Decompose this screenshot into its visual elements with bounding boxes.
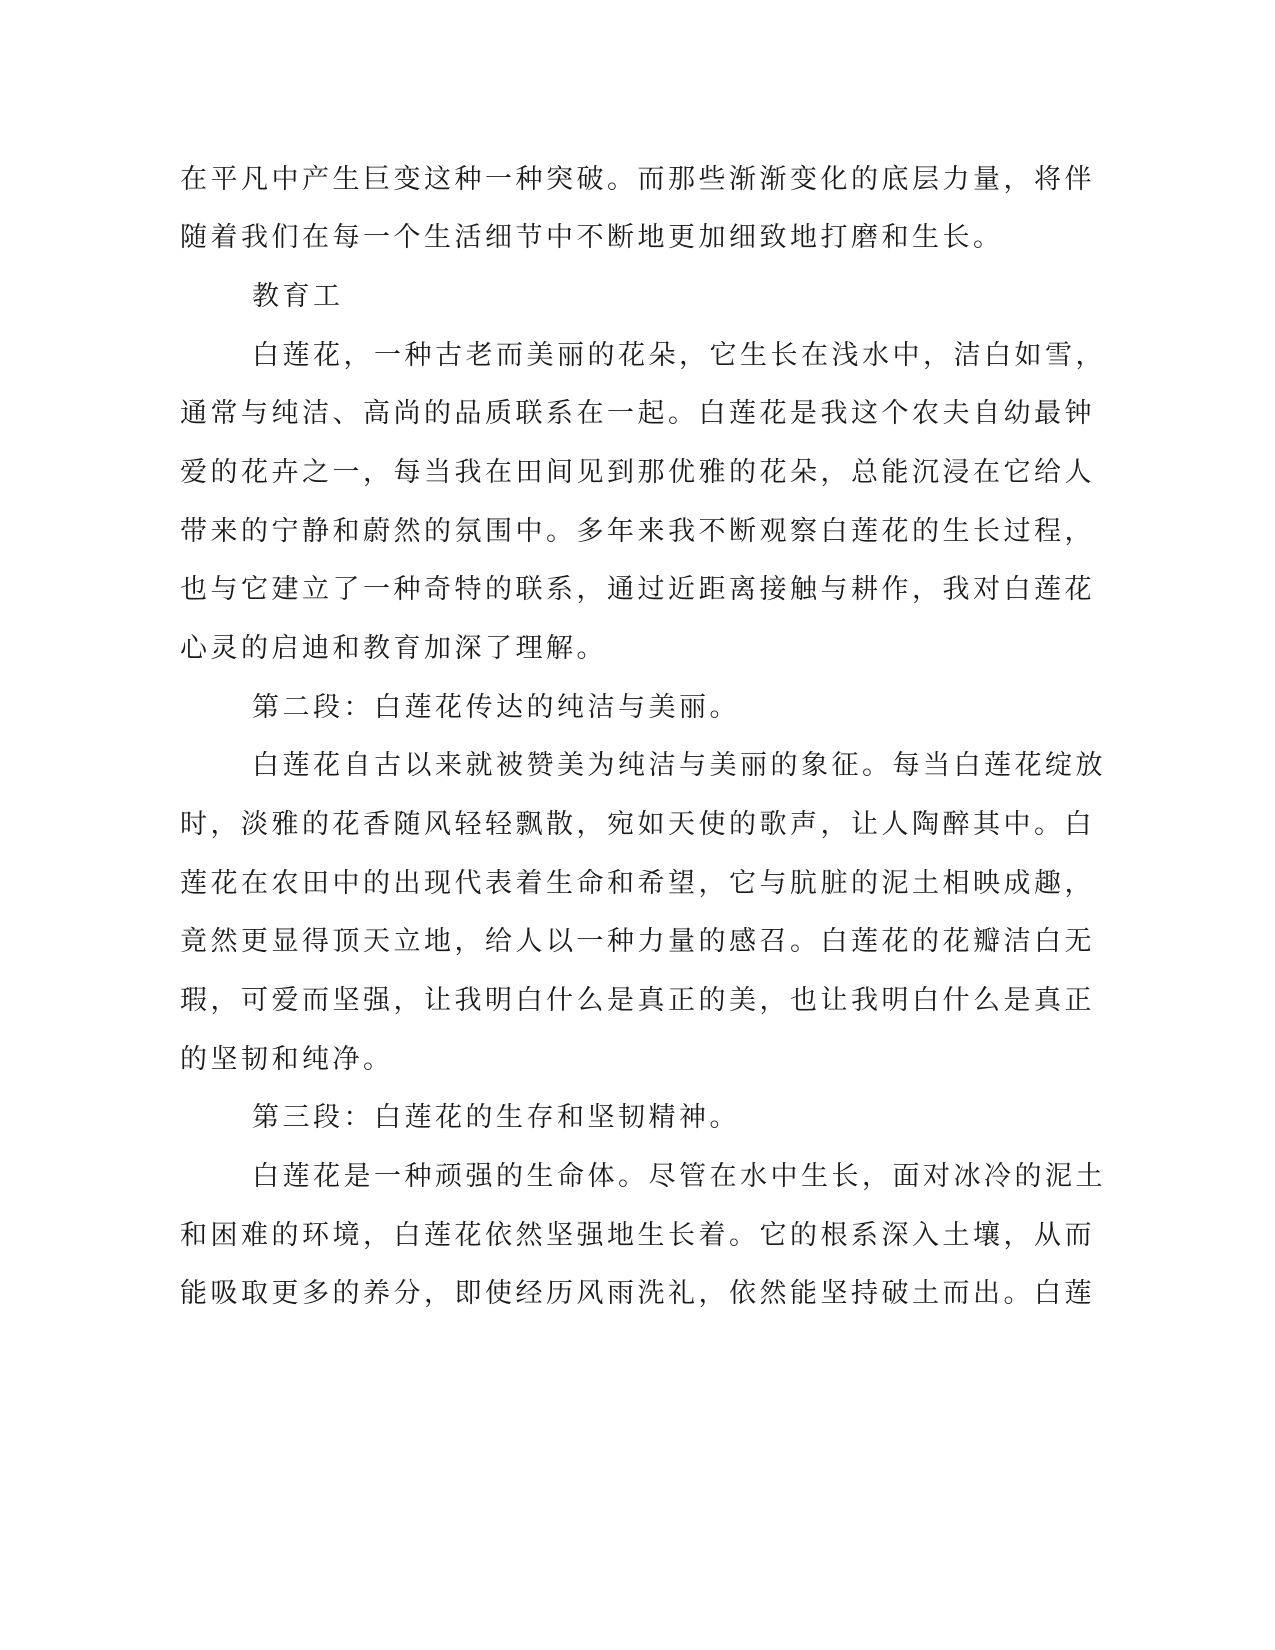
text-line: 带来的宁静和蔚然的氛围中。多年来我不断观察白莲花的生长过程， [180,516,1095,547]
text-line: 瑕，可爱而坚强，让我明白什么是真正的美，也让我明白什么是真正 [180,985,1095,1016]
text-line: 心灵的启迪和教育加深了理解。 [180,633,607,664]
text-line: 通常与纯洁、高尚的品质联系在一起。白莲花是我这个农夫自幼最钟 [180,398,1095,429]
text-line: 白莲花自古以来就被赞美为纯洁与美丽的象征。每当白莲花绽放 [252,750,1106,781]
text-line: 能吸取更多的养分，即使经历风雨洗礼，依然能坚持破土而出。白莲 [180,1278,1095,1309]
section-heading: 第二段：白莲花传达的纯洁与美丽。 [252,692,740,723]
text-line: 也与它建立了一种奇特的联系，通过近距离接触与耕作，我对白莲花 [180,574,1095,605]
heading-line: 教育工 [252,281,344,312]
text-line: 白莲花，一种古老而美丽的花朵，它生长在浅水中，洁白如雪， [252,340,1106,371]
text-line: 和困难的环境，白莲花依然坚强地生长着。它的根系深入土壤，从而 [180,1220,1095,1251]
section-heading: 第三段：白莲花的生存和坚韧精神。 [252,1102,740,1133]
text-line: 时，淡雅的花香随风轻轻飘散，宛如天使的歌声，让人陶醉其中。白 [180,809,1095,840]
text-line: 随着我们在每一个生活细节中不断地更加细致地打磨和生长。 [180,222,1004,253]
text-line: 的坚韧和纯净。 [180,1044,394,1075]
text-line: 爱的花卉之一，每当我在田间见到那优雅的花朵，总能沉浸在它给人 [180,457,1095,488]
text-line: 竟然更显得顶天立地，给人以一种力量的感召。白莲花的花瓣洁白无 [180,926,1095,957]
text-line: 白莲花是一种顽强的生命体。尽管在水中生长，面对冰冷的泥土 [252,1161,1106,1192]
text-line: 在平凡中产生巨变这种一种突破。而那些渐渐变化的底层力量，将伴 [180,164,1095,195]
text-line: 莲花在农田中的出现代表着生命和希望，它与肮脏的泥土相映成趣， [180,868,1095,899]
